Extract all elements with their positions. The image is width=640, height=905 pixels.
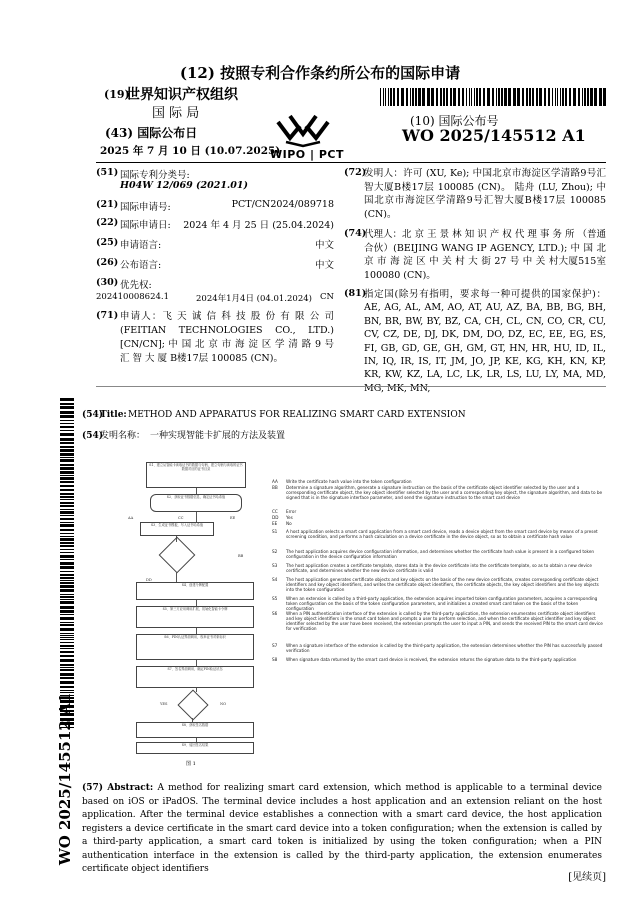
barcode-bar: [603, 88, 606, 106]
pub-date-label: (43) 国际公布日: [105, 126, 198, 140]
side-barcode-bar: [60, 606, 74, 609]
side-barcode-bar: [60, 599, 74, 600]
side-barcode-bar: [60, 449, 74, 452]
ipc-code: (51): [96, 167, 119, 178]
legend-key: S4: [272, 577, 278, 582]
abstract: [82, 782, 602, 877]
ipc-label: 国际专利分类号:: [120, 170, 190, 181]
side-barcode-bar: [60, 574, 74, 576]
barcode-bar: [483, 88, 485, 106]
barcode-bar: [587, 88, 589, 106]
side-barcode-bar: [60, 398, 74, 401]
side-barcode-bar: [60, 515, 74, 516]
legend-key: S7: [272, 643, 278, 648]
barcode-bar: [504, 88, 507, 106]
biblio-rule: [96, 386, 606, 387]
barcode-bar: [513, 88, 516, 106]
wipo-label: WIPO | PCT: [270, 148, 344, 161]
app-no-code: (21): [96, 199, 119, 210]
barcode-bar: [565, 88, 567, 106]
side-barcode-bar: [60, 533, 74, 534]
barcode-bar: [410, 88, 411, 106]
side-barcode-bar: [60, 589, 74, 592]
side-barcode-bar: [60, 459, 74, 462]
barcode-bar: [453, 88, 456, 106]
barcode-bar: [594, 88, 597, 106]
legend-text: When a signature interface of the extension is called by the third-party application, the extension determines whether the PIN has successfully passed verification: [286, 643, 603, 654]
flowchart: [120, 456, 270, 761]
barcode-bar: [548, 88, 550, 106]
barcode-bar: [474, 88, 475, 106]
title-zh-label: 发明名称：: [100, 431, 146, 441]
barcode-bar: [578, 88, 580, 106]
barcode-bar: [498, 88, 500, 106]
flow-box-s2: S2、获取证书数据信息，确定证书哈希值: [150, 494, 242, 512]
barcode-bar: [458, 88, 460, 106]
abstract-text: A method for realizing smart card extension, which method is applicable to a terminal device based on iOS or iPadOS. The terminal device includes a host application and an extension reliant on the host application. After the terminal device establishes a connection with a smart card device, the host application registers a device certificate in the smart card device into a token configuration; when the extension is called by a third-party application, a smart card token is initialized by using the token configuration; when a PIN authentication interface in the extension is called by the third-party application, the extension enumerates certificate object identifiers: [82, 783, 602, 874]
side-barcode-bar: [60, 489, 74, 491]
pub-no: WO 2025/145512 A1: [402, 126, 586, 145]
side-barcode-bar: [60, 637, 74, 638]
barcode-bar: [436, 88, 438, 106]
flow-box-s7: S7、签名界面调用，确定PIN验证状态: [136, 666, 254, 688]
barcode-bar: [427, 88, 430, 106]
figure-caption: 图 1: [186, 761, 196, 767]
side-barcode-bar: [60, 446, 74, 448]
agent-code: (74): [344, 228, 367, 239]
states-code: (81): [344, 288, 367, 299]
flow-box-s6: S6、PIN认证界面调用，枚举证书对象标识: [136, 634, 254, 660]
side-barcode-bar: [60, 542, 74, 544]
barcode-bar: [401, 88, 404, 106]
legend-text: Determine a signature algorithm, generate a signature instruction on the basis of the certificate object identifier selected by the user and a corresponding certificate object, the key object identifier selected by the user and a corresponding key object, the signature algorithm, and data to be signed that is in the signature interface parameter, and send the signature instruction to the smart card device: [286, 485, 603, 501]
barcode-bar: [469, 88, 470, 106]
barcode-bar: [412, 88, 414, 106]
side-barcode-bar: [60, 601, 74, 604]
pub-date: 2025 年 7 月 10 日 (10.07.2025): [100, 145, 281, 157]
side-barcode-bar: [60, 664, 74, 666]
side-barcode-bar: [60, 582, 74, 584]
org-name: 世界知识产权组织: [126, 87, 238, 103]
side-barcode-bar: [60, 485, 74, 487]
legend-text: The host application generates certificate objects and key objects on the basis of the new device certificate, creates corresponding certificate object identifiers and key object identifiers, and writes the certificate object identifiers, the certificate objects, the key object identifiers and the key objects into the token configuration: [286, 577, 599, 593]
side-barcode-bar: [60, 594, 74, 595]
barcode-bar: [487, 88, 490, 106]
side-barcode-bar: [60, 624, 74, 626]
legend-text: No: [286, 521, 292, 526]
legend-key: S5: [272, 596, 278, 601]
side-barcode-bar: [60, 433, 74, 436]
app-no-label: 国际申请号:: [120, 202, 171, 213]
side-barcode-bar: [60, 596, 74, 598]
filing-date-label: 国际申请日:: [120, 220, 171, 231]
barcode-bar: [415, 88, 417, 106]
barcode-bar: [555, 88, 556, 106]
side-barcode-bar: [60, 420, 74, 421]
applicant-text: 申请人：飞 天 诚 信 科 技 股 份 有 限 公 司 (FEITIAN TECHNOLOGIES CO., LTD.) [CN/CN]; 中 国 北 京 市 海 淀 区 学 清 路 9 号 汇 智 大 厦 B楼17层 100085 (CN)。: [120, 311, 334, 364]
legend-key: EE: [272, 521, 278, 526]
legend-key: S3: [272, 563, 278, 568]
legend-key: S1: [272, 529, 278, 534]
flow-box-s1: S1、建立从智能卡读取证书的数据与句柄，建立句柄与读取的证书数据对应的证书目录: [146, 462, 246, 488]
legend-key: DD: [272, 515, 279, 520]
side-barcode-bar: [60, 639, 74, 640]
header-title: (12) 按照专利合作条约所公布的国际申请: [179, 64, 461, 82]
side-barcode-bar: [60, 475, 74, 476]
side-barcode-bar: [60, 622, 74, 623]
pub-lang-value: 中文: [314, 260, 334, 271]
side-barcode-bar: [60, 423, 74, 424]
org-sub: 国 际 局: [152, 106, 200, 121]
barcode-bar: [492, 88, 494, 106]
barcode-bar: [599, 88, 602, 106]
flow-box-s4: S4、创建令牌配置: [136, 582, 254, 600]
flow-box-s8: S8、获取签名数据: [136, 722, 254, 738]
side-barcode-bar: [60, 518, 74, 520]
side-barcode-bar: [60, 610, 74, 613]
filing-lang-code: (25): [96, 237, 119, 248]
barcode-bar: [440, 88, 442, 106]
app-no-value: PCT/CN2024/089718: [231, 199, 334, 210]
barcode-bar: [466, 88, 467, 106]
side-barcode-bar: [60, 628, 74, 631]
side-barcode-bar: [60, 524, 74, 527]
barcode-bar: [569, 88, 571, 106]
flow-box-s5: S5、第三方应用调用扩展，初始化智能卡令牌: [136, 606, 254, 628]
side-barcode-bar: [60, 555, 74, 558]
side-barcode-bar: [60, 464, 74, 466]
title-zh: 一种实现智能卡扩展的方法及装置: [150, 431, 286, 441]
side-barcode-bar: [60, 509, 74, 510]
side-barcode-bar: [60, 529, 74, 531]
flow-decision-2: [177, 689, 208, 720]
barcode-bar: [431, 88, 434, 106]
barcode-bar: [539, 88, 542, 106]
agent-text: 代理人：北 京 王 景 林 知 识 产 权 代 理 事 务 所 （普通合伙）(BEIJING WANG IP AGENCY, LTD.); 中 国 北 京 市 海 淀 区 中 关 村 大 街 27 号 中 关 村大厦515室 100080 (CN)。: [364, 229, 606, 281]
abstract-label: Abstract:: [107, 783, 154, 793]
title-en-label: Title:: [100, 410, 127, 420]
side-barcode-bar: [60, 502, 74, 504]
side-barcode-bar: [60, 403, 74, 405]
side-barcode-bar: [60, 477, 74, 480]
side-barcode-bar: [60, 471, 74, 474]
barcode-bar: [590, 88, 593, 106]
side-barcode-bar: [60, 566, 74, 569]
flow-label-no: NO: [220, 702, 227, 706]
side-barcode-bar: [60, 511, 74, 514]
side-barcode-bar: [60, 499, 74, 500]
barcode-bar: [476, 88, 478, 106]
side-pub-no: WO 2025/145512 A1: [56, 692, 74, 866]
side-barcode-bar: [60, 673, 74, 676]
filing-lang-label: 申请语言:: [120, 240, 162, 251]
side-barcode-bar: [60, 655, 74, 657]
barcode-bar: [422, 88, 425, 106]
header-rule: [96, 162, 606, 163]
side-barcode-bar: [60, 633, 74, 634]
side-barcode-bar: [60, 549, 74, 550]
side-barcode-bar: [60, 585, 74, 588]
side-barcode-bar: [60, 457, 74, 458]
side-barcode-bar: [60, 467, 74, 470]
ipc-value: H04W 12/069 (2021.01): [120, 180, 248, 191]
legend-text: When an extension is called by a third-party application, the extension acquires imported token configuration parameters, acquires a corresponding token configuration on the basis of the token configuration parameters, and initializes a created smart card token on the basis of the token configuration: [286, 596, 598, 612]
side-barcode-bar: [60, 493, 74, 495]
side-barcode-bar: [60, 635, 74, 636]
barcode-bar: [397, 88, 399, 106]
legend-key: S6: [272, 611, 278, 616]
barcode-bar: [582, 88, 583, 106]
legend-key: S2: [272, 549, 278, 554]
barcode-bar: [383, 88, 384, 106]
side-barcode-bar: [60, 536, 74, 537]
barcode-bar: [450, 88, 452, 106]
side-barcode-bar: [60, 645, 74, 647]
side-barcode-bar: [60, 406, 74, 409]
barcode-bar: [443, 88, 445, 106]
flow-box-s9: S9、返回签名结果: [136, 742, 254, 754]
side-barcode-bar: [60, 538, 74, 541]
priority-number: 202410008624.1: [96, 292, 170, 302]
barcode-bar: [529, 88, 531, 106]
flow-decision-1: [159, 537, 196, 574]
title-en-code: (54): [82, 410, 104, 420]
barcode-bar: [418, 88, 421, 106]
barcode-bar: [496, 88, 497, 106]
side-barcode-bar: [60, 552, 74, 553]
barcode-bar: [380, 88, 381, 106]
side-barcode-bar: [60, 426, 74, 428]
barcode-bar: [385, 88, 386, 106]
legend-text: Yes: [286, 515, 293, 520]
side-barcode-bar: [60, 667, 74, 668]
barcode-bar: [471, 88, 472, 106]
flow-label-bb: BB: [238, 554, 244, 558]
side-barcode-bar: [60, 669, 74, 671]
priority-label: 优先权:: [120, 280, 152, 291]
side-barcode-bar: [60, 648, 74, 649]
pub-no-label: (10) 国际公布号: [410, 114, 499, 128]
filing-lang-value: 中文: [314, 240, 334, 251]
pub-lang-label: 公布语言:: [120, 260, 162, 271]
legend-text: Error: [286, 509, 297, 514]
side-barcode-bar: [60, 571, 74, 572]
side-barcode-bar: [60, 642, 74, 643]
barcode-bar: [552, 88, 553, 106]
flow-label-yes: YES: [160, 702, 168, 706]
side-barcode-bar: [60, 559, 74, 560]
flow-label-dd: DD: [146, 578, 152, 582]
barcode-bar: [522, 88, 524, 106]
barcode-bar: [536, 88, 538, 106]
barcode-bar: [584, 88, 586, 106]
barcode-bar: [406, 88, 408, 106]
flow-label-ee: EE: [230, 516, 236, 520]
barcode-bar: [388, 88, 389, 106]
pub-lang-code: (26): [96, 257, 119, 268]
side-barcode-bar: [60, 415, 74, 418]
side-barcode-bar: [60, 562, 74, 565]
legend-key: BB: [272, 485, 278, 490]
flow-label-cc: CC: [178, 516, 184, 520]
barcode-bar: [446, 88, 448, 106]
biblio-left: [96, 166, 336, 386]
side-barcode-bar: [60, 411, 74, 414]
barcode-bar: [393, 88, 395, 106]
barcode-bar: [390, 88, 392, 106]
continued-note: [见续页]: [568, 872, 606, 883]
priority-date: 2024年1月4日 (04.01.2024): [196, 294, 312, 304]
legend-key: CC: [272, 509, 278, 514]
side-barcode-bar: [60, 505, 74, 507]
side-barcode-bar: [60, 659, 74, 662]
barcode-icon: [380, 88, 608, 106]
side-barcode-bar: [60, 430, 74, 431]
side-barcode-bar: [60, 522, 74, 523]
legend-text: Write the certificate hash value into the token configuration: [286, 479, 412, 484]
title-zh-code: (54): [82, 431, 104, 441]
flow-box-s3: S3、生成证书模板，写入证书哈希值: [140, 522, 214, 536]
priority-country: CN: [320, 292, 334, 302]
side-barcode-bar: [60, 481, 74, 483]
barcode-bar: [562, 88, 564, 106]
side-barcode-bar: [60, 577, 74, 579]
legend-text: When signature data returned by the smart card device is received, the extension returns the signature data to the third-party application: [286, 657, 577, 662]
barcode-bar: [573, 88, 576, 106]
abstract-code: (57): [82, 783, 104, 793]
legend-text: The host application creates a certificate template, stores data in the device certificate into the certificate template, so as to obtain a new device certificate, and determines whether the new device certificate is valid: [286, 563, 592, 574]
barcode-bar: [532, 88, 534, 106]
legend-text: A host application selects a smart card application from a smart card device, reads a device object from the smart card device by means of a preset screening condition, and performs a hash calculation on a device certificate in the device object, so as to obtain a certificate hash value: [286, 529, 598, 540]
inventor-code: (72): [344, 167, 367, 178]
org-code: (19): [104, 88, 130, 101]
states-text: 指定国(除另有指明，要求每一种可提供的国家保护)：AE, AG, AL, AM, AO, AT, AU, AZ, BA, BB, BG, BH, BN, BR, BW, BY, BZ, CA, CH, CL, CN, CO, CR, CU, CV, CZ, DE, DJ, DK, DM, DO, DZ, EC, EE, EG, ES, FI, GB, GD, GE, GH, GM, GT, HN, HR, HU, ID, IL, IN, IQ, IR, IS, IT, JM, JO, JP, KE, KG, KH, KN, KP, KR, KW, KZ, LA, LC, LK, LR, LS, LU, LY, MA, MD, MG, MK, MN,: [364, 289, 606, 394]
side-barcode-bar: [60, 545, 74, 547]
legend-text: When a PIN authentication interface of the extension is called by the third-party application, the extension enumerates certificate object identifiers and key object identifiers in the smart card token and prompts a user to perform selection, and when the certificate object identifier and key object identifier selected by the user have been received, the extension prompts the user to input a PIN, and sends the received PIN to the smart card device for verification: [286, 611, 603, 632]
barcode-bar: [544, 88, 546, 106]
side-barcode-bar: [60, 438, 74, 441]
biblio-right: [344, 166, 606, 394]
side-barcode-bar: [60, 496, 74, 498]
barcode-bar: [479, 88, 481, 106]
barcode-bar: [508, 88, 511, 106]
legend-key: AA: [272, 479, 278, 484]
barcode-bar: [560, 88, 561, 106]
barcode-bar: [517, 88, 520, 106]
barcode-bar: [501, 88, 503, 106]
barcode-bar: [557, 88, 558, 106]
legend-key: S8: [272, 657, 278, 662]
filing-date-code: (22): [96, 217, 119, 228]
flow-label-aa: AA: [128, 516, 134, 520]
applicant-code: (71): [96, 310, 119, 321]
inventor-text: 发明人：许可 (XU, Ke); 中国北京市海淀区学清路9号汇智大厦B楼17层 100085 (CN)。 陆舟 (LU, Zhou); 中国北京市海淀区学清路9号汇智大厦B楼17层 100085 (CN)。: [364, 168, 606, 220]
side-barcode-bar: [60, 453, 74, 456]
barcode-bar: [462, 88, 464, 106]
wipo-emblem-icon: [272, 112, 334, 150]
side-barcode-bar: [60, 614, 74, 615]
title-en: METHOD AND APPARATUS FOR REALIZING SMART CARD EXTENSION: [128, 410, 466, 420]
priority-code: (30): [96, 277, 119, 288]
side-barcode-bar: [60, 617, 74, 620]
filing-date-value: 2024 年 4 月 25 日 (25.04.2024): [183, 220, 334, 231]
legend-text: The host application acquires device configuration information, and determines whether the certificate hash value is present in a configured token configuration in the device configuration information: [286, 549, 595, 560]
side-barcode-bar: [60, 580, 74, 581]
barcode-bar: [526, 88, 528, 106]
side-barcode-bar: [60, 442, 74, 444]
side-barcode-bar: [60, 651, 74, 653]
